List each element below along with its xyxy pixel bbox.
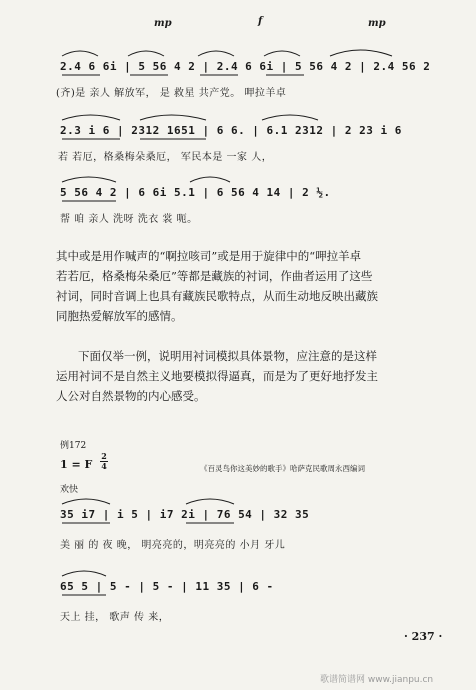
key-signature: 1 = F [60, 458, 93, 471]
example-row2-lyrics: 天上 挂， 歌声 传 来， [60, 612, 170, 623]
prose2-line-2: 运用衬词不是自然主义地要模拟得逼真，而是为了更好地抒发主 [56, 369, 378, 383]
dynamic-mp-1: mp [154, 18, 172, 29]
slur-12 [186, 499, 234, 504]
slur-11 [62, 499, 110, 504]
slur-10 [190, 177, 230, 182]
score1-row3-notes: 5 56 4 2 | 6 6i 5.1 | 6 56 4 14 | 2 ½. [60, 186, 331, 199]
time-signature-top: 2 [101, 451, 107, 461]
tempo-marking: 欢快 [60, 485, 79, 495]
score1-row3-lyrics: 帮 咱 亲人 洗呀 洗衣 裳 呃。 [60, 214, 198, 225]
slur-3 [198, 51, 234, 56]
dynamic-f: f [258, 16, 263, 27]
dynamic-mp-2: mp [368, 18, 386, 29]
page-number: · 237 · [404, 630, 443, 643]
slur-4 [264, 51, 300, 56]
prose1-line-3: 衬词，同时音调上也具有藏族民歌特点，从而生动地反映出藏族 [56, 289, 378, 303]
slur-2 [128, 51, 164, 56]
song-source: 《百灵鸟你这美妙的歌手》哈萨克民歌周永西编词 [200, 464, 365, 473]
time-signature-bottom: 4 [101, 461, 107, 471]
slur-5 [330, 50, 392, 56]
example-label: 例172 [60, 441, 87, 451]
slur-6 [62, 115, 120, 120]
watermark: 歌谱简谱网 www.jianpu.cn [320, 675, 434, 685]
slur-9 [62, 177, 116, 182]
example-row1-lyrics: 美 丽 的 夜 晚， 明亮亮的，明亮亮的 小月 牙儿 [60, 540, 286, 551]
slur-1 [62, 51, 98, 56]
slur-13 [62, 571, 106, 576]
prose2-line-1: 下面仅举一例，说明用衬词模拟具体景物，应注意的是这样 [78, 349, 377, 363]
score1-row1-notes: 2.4 6 6i | 5 56 4 2 | 2.4 6 6i | 5 56 4 2 | 2.4 56 2 [60, 60, 431, 73]
prose1-line-4: 同胞热爱解放军的感情。 [56, 309, 183, 323]
prose1-line-2: 若若厄，格桑梅朵桑厄”等都是藏族的衬词，作曲者运用了这些 [56, 269, 373, 283]
example-row2-notes: 65 5 | 5 - | 5 - | 11 35 | 6 - [60, 580, 274, 593]
prose2-line-3: 人公对自然景物的内心感受。 [56, 389, 206, 403]
score1-row2-lyrics: 若 若厄，格桑梅朵桑厄， 军民本是 一家 人， [58, 152, 273, 163]
prose1-line-1: 其中或是用作喊声的“啊拉咳司”或是用于旋律中的“呷拉羊卓 [56, 249, 362, 263]
slur-8 [262, 115, 318, 120]
score1-row1-lyrics: (齐)是 亲人 解放军， 是 救星 共产党。 呷拉羊卓 [56, 88, 287, 99]
example-row1-notes: 35 i7 | i 5 | i7 2i | 76 54 | 32 35 [60, 508, 310, 521]
score1-row2-notes: 2.3 i 6 | 2312 1651 | 6 6. | 6.1 2312 | 2 23 i 6 [60, 124, 402, 137]
slur-7 [140, 115, 206, 120]
